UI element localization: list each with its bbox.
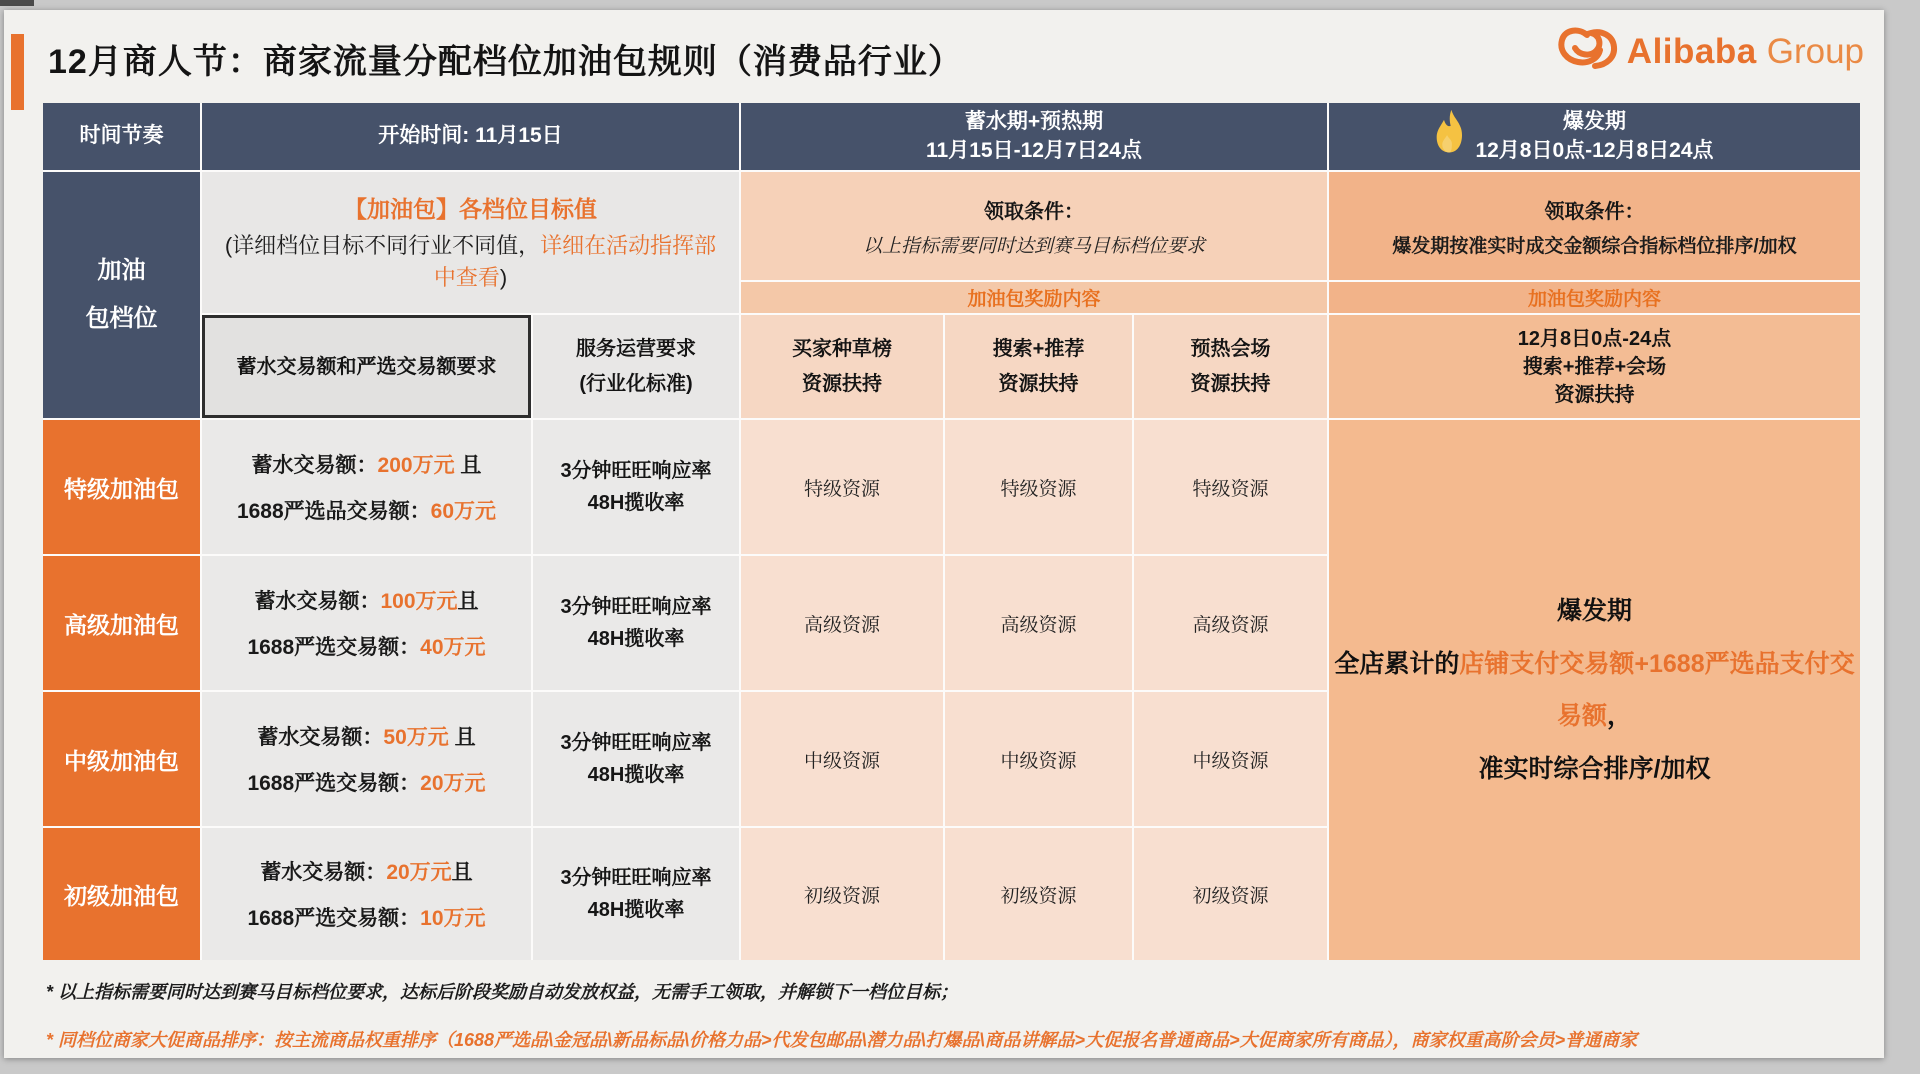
burst-phase-line2: 全店累计的店铺支付交易额+1688严选品支付交易额， bbox=[1334, 649, 1855, 730]
resource-cell: 中级资源 bbox=[741, 692, 943, 826]
header-phase2: 爆发期 12月8日0点-12月8日24点 bbox=[1329, 103, 1860, 170]
window-edge bbox=[0, 0, 34, 6]
tier-label-high: 高级加油包 bbox=[43, 556, 200, 690]
logo-text-alibaba: Alibaba bbox=[1626, 31, 1757, 71]
header-time-rhythm: 时间节奏 bbox=[43, 103, 200, 170]
resource-cell: 高级资源 bbox=[741, 556, 943, 690]
header-start-time: 开始时间: 11月15日 bbox=[202, 103, 739, 170]
requirement-cell: 蓄水交易额：100万元且 1688严选交易额：40万元 bbox=[202, 556, 531, 690]
colheader-search-recommend: 搜索+推荐 资源扶持 bbox=[945, 315, 1132, 418]
claim-condition-burst: 领取条件： 爆发期按准实时成交金额综合指标档位排序/加权 bbox=[1329, 172, 1860, 280]
target-value-cell: 【加油包】各档位目标值 (详细档位目标不同行业不同值，详细在活动指挥部中查看) bbox=[202, 172, 739, 313]
resource-cell: 特级资源 bbox=[945, 420, 1132, 554]
colheader-service: 服务运营要求 (行业化标准) bbox=[533, 315, 739, 418]
footnote-product-ranking: * 同档位商家大促商品排序：按主流商品权重排序（1688严选品\金冠品\新品标品\价格力品>代发包邮品\潜力品\打爆品\商品讲解品>大促报名普通商品>大促商家所有商品），商家权重高阶会员>普通商家 bbox=[46, 1030, 1638, 1050]
claim-condition-warmup: 领取条件： 以上指标需要同时达到赛马目标档位要求 bbox=[741, 172, 1327, 280]
colheader-preheat-venue: 预热会场 资源扶持 bbox=[1134, 315, 1327, 418]
alibaba-logo-icon bbox=[1557, 26, 1619, 77]
resource-cell: 初级资源 bbox=[945, 828, 1132, 960]
tier-label-mid: 中级加油包 bbox=[43, 692, 200, 826]
service-cell: 3分钟旺旺响应率 48H揽收率 bbox=[533, 692, 739, 826]
service-cell: 3分钟旺旺响应率 48H揽收率 bbox=[533, 556, 739, 690]
resource-cell: 高级资源 bbox=[1134, 556, 1327, 690]
resource-cell: 中级资源 bbox=[945, 692, 1132, 826]
requirement-cell: 蓄水交易额：200万元 且 1688严选品交易额：60万元 bbox=[202, 420, 531, 554]
requirement-cell: 蓄水交易额：50万元 且 1688严选交易额：20万元 bbox=[202, 692, 531, 826]
footnote-auto-grant: * 以上指标需要同时达到赛马目标档位要求，达标后阶段奖励自动发放权益，无需手工领取，并解锁下一档位目标； bbox=[46, 982, 959, 1002]
reward-label-mid: 加油包奖励内容 bbox=[741, 282, 1327, 313]
requirement-cell: 蓄水交易额：20万元且 1688严选交易额：10万元 bbox=[202, 828, 531, 960]
logo-text-group: Group bbox=[1766, 31, 1864, 71]
resource-cell: 中级资源 bbox=[1134, 692, 1327, 826]
burst-phase-cell: 爆发期 全店累计的店铺支付交易额+1688严选品支付交易额， 准实时综合排序/加权 bbox=[1329, 420, 1860, 960]
reward-label-right: 加油包奖励内容 bbox=[1329, 282, 1860, 313]
target-desc: (详细档位目标不同行业不同值，详细在活动指挥部中查看) bbox=[224, 233, 717, 290]
tier-label-basic: 初级加油包 bbox=[43, 828, 200, 960]
tier-label-super: 特级加油包 bbox=[43, 420, 200, 554]
colheader-burst-resource: 12月8日0点-24点 搜索+推荐+会场 资源扶持 bbox=[1329, 315, 1860, 418]
title-accent-bar bbox=[11, 34, 24, 110]
rules-table bbox=[43, 103, 1860, 960]
service-cell: 3分钟旺旺响应率 48H揽收率 bbox=[533, 420, 739, 554]
service-cell: 3分钟旺旺响应率 48H揽收率 bbox=[533, 828, 739, 960]
slide bbox=[4, 10, 1884, 1058]
header-phase1: 蓄水期+预热期 11月15日-12月7日24点 bbox=[741, 103, 1327, 170]
alibaba-logo bbox=[1557, 26, 1864, 77]
resource-cell: 特级资源 bbox=[741, 420, 943, 554]
colheader-deal-requirement: 蓄水交易额和严选交易额要求 bbox=[202, 315, 531, 418]
page-title: 12月商人节：商家流量分配档位加油包规则（消费品行业） bbox=[48, 43, 963, 81]
flame-icon bbox=[1387, 81, 1466, 192]
colheader-grass-list: 买家种草榜 资源扶持 bbox=[741, 315, 943, 418]
resource-cell: 高级资源 bbox=[945, 556, 1132, 690]
resource-cell: 初级资源 bbox=[1134, 828, 1327, 960]
sidebar-tier-label: 加油 包档位 bbox=[43, 172, 200, 418]
resource-cell: 特级资源 bbox=[1134, 420, 1327, 554]
resource-cell: 初级资源 bbox=[741, 828, 943, 960]
